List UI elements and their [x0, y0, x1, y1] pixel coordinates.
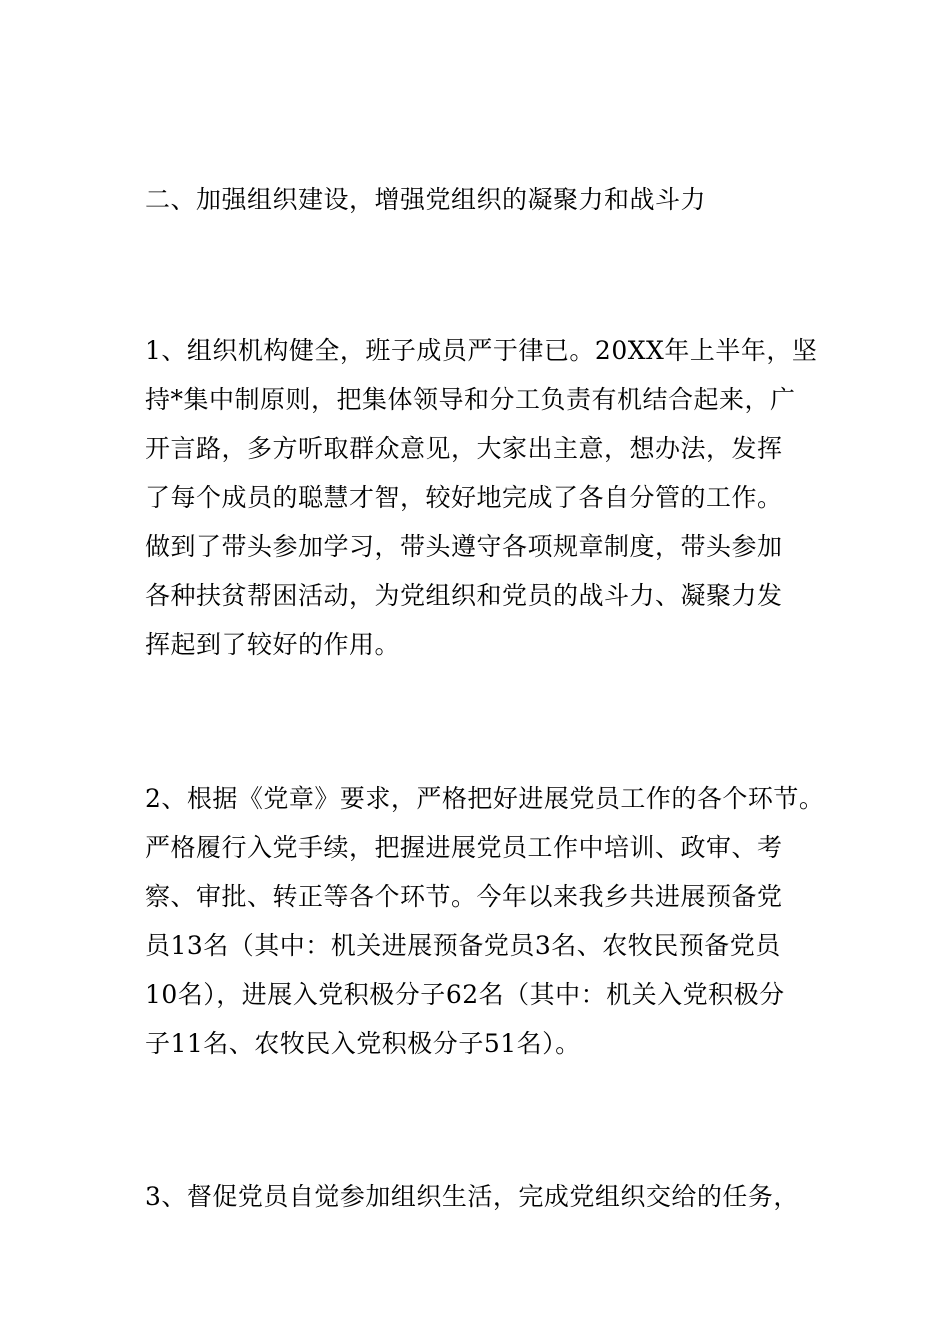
paragraph-line: 1、组织机构健全，班子成员严于律已。20XX年上半年，坚 — [145, 336, 818, 365]
paragraph-3 — [145, 1172, 799, 1221]
paragraph-line: 严格履行入党手续，把握进展党员工作中培训、政审、考 — [145, 833, 783, 862]
paragraph-line: 察、审批、转正等各个环节。今年以来我乡共进展预备党 — [145, 882, 783, 911]
paragraph-line: 员13名（其中：机关进展预备党员3名、农牧民预备党员 — [145, 931, 781, 960]
paragraph-line: 挥起到了较好的作用。 — [145, 630, 401, 659]
paragraph-line: 2、根据《党章》要求，严格把好进展党员工作的各个环节。 — [145, 784, 825, 813]
paragraph-line: 子11名、农牧民入党积极分子51名）。 — [145, 1029, 581, 1058]
paragraph-line: 了每个成员的聪慧才智，较好地完成了各自分管的工作。 — [145, 483, 783, 512]
paragraph-line: 做到了带头参加学习，带头遵守各项规章制度，带头参加 — [145, 532, 783, 561]
paragraph-line: 持*集中制原则，把集体领导和分工负责有机结合起来，广 — [145, 385, 796, 414]
heading-line: 二、加强组织建设，增强党组织的凝聚力和战斗力 — [145, 185, 707, 214]
section-heading — [145, 175, 706, 224]
paragraph-line: 10名），进展入党积极分子62名（其中：机关入党积极分 — [145, 980, 785, 1009]
paragraph-line: 各种扶贫帮困活动，为党组织和党员的战斗力、凝聚力发 — [145, 581, 783, 610]
paragraph-1 — [145, 326, 817, 669]
paragraph-line: 开言路，多方听取群众意见，大家出主意，想办法，发挥 — [145, 434, 783, 463]
paragraph-2 — [145, 774, 824, 1068]
paragraph-line: 3、督促党员自觉参加组织生活，完成党组织交给的任务， — [145, 1182, 799, 1211]
